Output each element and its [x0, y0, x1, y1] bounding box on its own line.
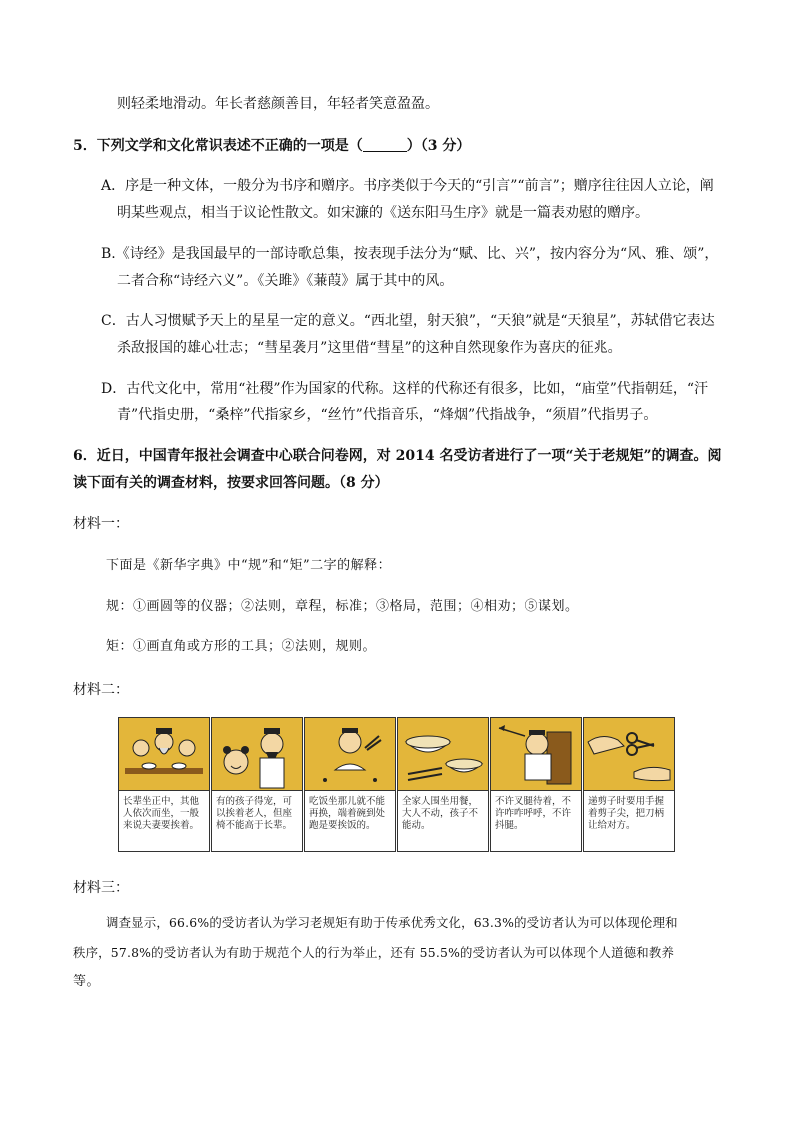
child-and-elder-scene-icon — [212, 718, 302, 791]
seated-man-scene-icon — [491, 718, 581, 791]
comic-strip — [118, 717, 674, 852]
panel-4-caption: 全家人围坐用餐，大人不动，孩子不能动。 — [402, 796, 479, 831]
material-3-line1: 调查显示，66.6%的受访者认为学习老规矩有助于传承优秀文化，63.3%的受访者认为可以体现伦理和 — [106, 915, 678, 930]
comic-panel-3 — [304, 717, 396, 852]
comic-panel-5 — [490, 717, 582, 852]
option-b-line1: B.《诗经》是我国最早的一部诗歌总集，按表现手法分为“赋、比、兴”，按内容分为“风、雅、颂”， — [101, 246, 719, 262]
panel-6-caption: 递剪子时要用手握着剪子尖，把刀柄让给对方。 — [588, 796, 665, 831]
question-6-line1: 6．近日，中国青年报社会调查中心联合问卷网，对 2014 名受访者进行了一项“关于老规矩”的调查。阅 — [73, 448, 722, 464]
option-a-line2: 明某些观点，相当于议论性散文。如宋濂的《送东阳马生序》就是一篇表劝慰的赠序。 — [117, 205, 649, 221]
comic-panel-2 — [211, 717, 303, 852]
elders-seated-scene-icon — [119, 718, 209, 791]
option-a-line1: A．序是一种文体，一般分为书序和赠序。书序类似于今天的“引言”“前言”；赠序往往因人立论，阐 — [101, 178, 714, 194]
scissors-handover-icon — [584, 718, 674, 791]
option-d-line1: D．古代文化中，常用“社稷”作为国家的代称。这样的代称还有很多，比如，“庙堂”代指朝廷，“汗 — [101, 381, 709, 397]
panel-5-caption: 不许叉腿待着，不许咋咋呼呼，不许抖腿。 — [495, 796, 572, 831]
definition-gui: 规：①画圆等的仪器；②法则，章程，标准；③格局，范围；④相劝；⑤谋划。 — [106, 599, 579, 614]
material-3-line2: 秩序，57.8%的受访者认为有助于规范个人的行为举止，还有 55.5%的受访者认为可以体现个人道德和教养 — [73, 945, 675, 960]
panel-2-caption: 有的孩子得宠，可以挨着老人，但座椅不能高于长辈。 — [216, 796, 293, 831]
bowls-and-chopsticks-icon — [398, 718, 488, 791]
answer-blank — [363, 137, 407, 152]
option-c-line1: C．古人习惯赋予天上的星星一定的意义。“西北望，射天狼”，“天狼”就是“天狼星”，苏轼借它表达 — [101, 313, 715, 329]
comic-panel-4 — [397, 717, 489, 852]
eating-man-scene-icon — [305, 718, 395, 791]
definition-ju: 矩：①画直角或方形的工具；②法则，规则。 — [106, 639, 377, 654]
continuation-text: 则轻柔地滑动。年长者慈颜善目，年轻者笑意盈盈。 — [117, 96, 439, 112]
question-6-line2: 读下面有关的调查材料，按要求回答问题。（8 分） — [73, 475, 389, 491]
option-c-line2: 杀敌报国的雄心壮志；“彗星袭月”这里借“彗星”的这种自然现象作为喜庆的征兆。 — [117, 340, 622, 356]
comic-panel-6 — [583, 717, 675, 852]
material-3-line3: 等。 — [73, 974, 101, 989]
question-5-stem-before: 5．下列文学和文化常识表述不正确的一项是（ — [73, 138, 363, 154]
material-2-heading: 材料二： — [73, 682, 129, 698]
panel-3-caption: 吃饭坐那儿就不能再换，端着碗到处跑是要挨饭的。 — [309, 796, 386, 831]
comic-panel-1 — [118, 717, 210, 852]
question-5-stem-after: ）（3 分） — [406, 138, 471, 154]
material-1-heading: 材料一： — [73, 516, 129, 532]
panel-1-caption: 长辈坐正中，其他人依次而坐，一般来说夫妻要挨着。 — [123, 796, 200, 831]
option-b-line2: 二者合称“诗经六义”。《关雎》《蒹葭》属于其中的风。 — [117, 273, 454, 289]
material-1-intro: 下面是《新华字典》中“规”和“矩”二字的解释： — [106, 558, 392, 573]
option-d-line2: 青”代指史册，“桑梓”代指家乡，“丝竹”代指音乐，“烽烟”代指战争，“须眉”代指男子。 — [117, 407, 658, 423]
question-5-stem — [73, 136, 470, 156]
material-3-heading: 材料三： — [73, 880, 129, 896]
